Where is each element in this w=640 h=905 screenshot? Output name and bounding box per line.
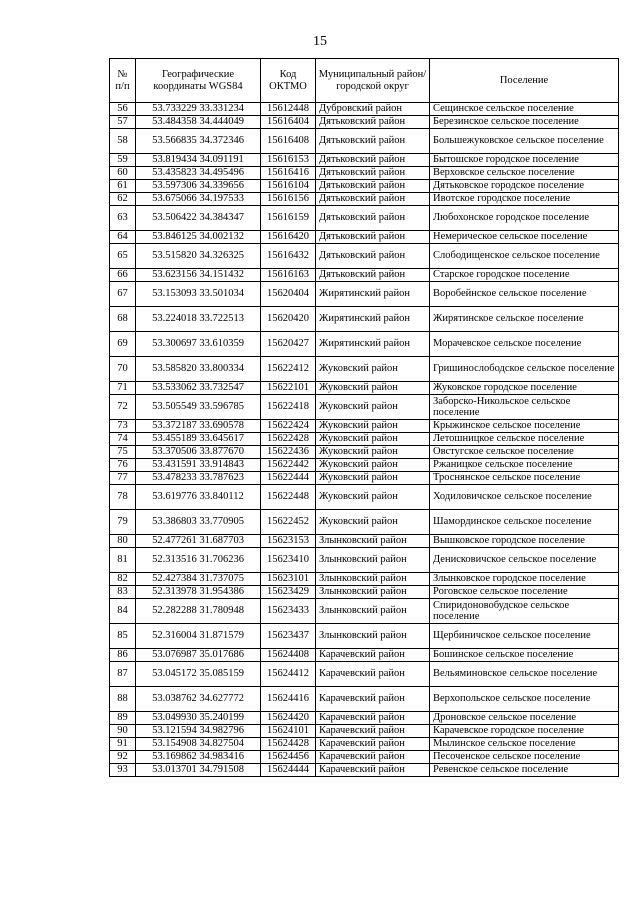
table-row — [110, 167, 619, 180]
cell-district: Дятьковский район — [316, 180, 430, 193]
cell-settlement: Бошинское сельское поселение — [430, 649, 619, 662]
cell-district: Дятьковский район — [316, 154, 430, 167]
cell-num: 58 — [110, 129, 136, 154]
table-row — [110, 472, 619, 485]
table-row — [110, 586, 619, 599]
table-row — [110, 382, 619, 395]
cell-num: 72 — [110, 395, 136, 420]
cell-num: 56 — [110, 103, 136, 116]
cell-num: 69 — [110, 332, 136, 357]
table-row — [110, 180, 619, 193]
table-row — [110, 206, 619, 231]
cell-num: 67 — [110, 282, 136, 307]
cell-settlement: Вельяминовское сельское поселение — [430, 662, 619, 687]
cell-settlement: Ревенское сельское поселение — [430, 764, 619, 777]
cell-district: Жуковский район — [316, 446, 430, 459]
header-coords: Географические координаты WGS84 — [136, 59, 261, 103]
cell-district: Жирятинский район — [316, 307, 430, 332]
cell-coords: 53.224018 33.722513 — [136, 307, 261, 332]
cell-num: 76 — [110, 459, 136, 472]
cell-oktmo: 15616432 — [261, 244, 316, 269]
cell-coords: 53.515820 34.326325 — [136, 244, 261, 269]
cell-oktmo: 15623433 — [261, 599, 316, 624]
cell-oktmo: 15622101 — [261, 382, 316, 395]
table-row — [110, 193, 619, 206]
cell-district: Карачевский район — [316, 725, 430, 738]
cell-oktmo: 15616156 — [261, 193, 316, 206]
cell-num: 88 — [110, 687, 136, 712]
table-row — [110, 599, 619, 624]
cell-settlement: Ивотское городское поселение — [430, 193, 619, 206]
cell-oktmo: 15620404 — [261, 282, 316, 307]
table-row — [110, 662, 619, 687]
table-row — [110, 725, 619, 738]
cell-oktmo: 15624408 — [261, 649, 316, 662]
cell-oktmo: 15622448 — [261, 485, 316, 510]
cell-oktmo: 15616104 — [261, 180, 316, 193]
cell-coords: 53.846125 34.002132 — [136, 231, 261, 244]
cell-district: Жуковский район — [316, 357, 430, 382]
cell-coords: 53.484358 34.444049 — [136, 116, 261, 129]
cell-oktmo: 15622418 — [261, 395, 316, 420]
cell-oktmo: 15616163 — [261, 269, 316, 282]
cell-oktmo: 15616408 — [261, 129, 316, 154]
table-row — [110, 269, 619, 282]
cell-settlement: Слободищенское сельское поселение — [430, 244, 619, 269]
table-row — [110, 282, 619, 307]
cell-district: Злынковский район — [316, 573, 430, 586]
cell-coords: 52.313516 31.706236 — [136, 548, 261, 573]
cell-settlement: Березинское сельское поселение — [430, 116, 619, 129]
header-code: Код ОКТМО — [261, 59, 316, 103]
table-row — [110, 459, 619, 472]
cell-num: 81 — [110, 548, 136, 573]
cell-district: Карачевский район — [316, 662, 430, 687]
cell-coords: 53.455189 33.645617 — [136, 433, 261, 446]
cell-coords: 53.533062 33.732547 — [136, 382, 261, 395]
cell-district: Злынковский район — [316, 599, 430, 624]
cell-settlement: Денисковичское сельское поселение — [430, 548, 619, 573]
cell-coords: 53.045172 35.085159 — [136, 662, 261, 687]
cell-district: Дятьковский район — [316, 167, 430, 180]
cell-coords: 53.733229 33.331234 — [136, 103, 261, 116]
cell-oktmo: 15622442 — [261, 459, 316, 472]
cell-settlement: Ржаницкое сельское поселение — [430, 459, 619, 472]
cell-settlement: Морачевское сельское поселение — [430, 332, 619, 357]
cell-coords: 53.154908 34.827504 — [136, 738, 261, 751]
cell-oktmo: 15624420 — [261, 712, 316, 725]
cell-oktmo: 15624456 — [261, 751, 316, 764]
cell-num: 78 — [110, 485, 136, 510]
cell-num: 65 — [110, 244, 136, 269]
cell-settlement: Шамординское сельское поселение — [430, 510, 619, 535]
cell-num: 68 — [110, 307, 136, 332]
table-row — [110, 103, 619, 116]
table-row — [110, 751, 619, 764]
cell-district: Дятьковский район — [316, 269, 430, 282]
cell-settlement: Щербиничское сельское поселение — [430, 624, 619, 649]
cell-coords: 53.431591 33.914843 — [136, 459, 261, 472]
table-row — [110, 738, 619, 751]
cell-coords: 53.623156 34.151432 — [136, 269, 261, 282]
cell-oktmo: 15623101 — [261, 573, 316, 586]
cell-oktmo: 15624444 — [261, 764, 316, 777]
cell-settlement: Сещинское сельское поселение — [430, 103, 619, 116]
cell-oktmo: 15616416 — [261, 167, 316, 180]
table-row — [110, 129, 619, 154]
cell-coords: 53.013701 34.791508 — [136, 764, 261, 777]
table-row — [110, 535, 619, 548]
cell-coords: 53.370506 33.877670 — [136, 446, 261, 459]
cell-num: 84 — [110, 599, 136, 624]
cell-coords: 52.282288 31.780948 — [136, 599, 261, 624]
cell-settlement: Заборско-Никольское сельское поселение — [430, 395, 619, 420]
page-number: 15 — [313, 34, 327, 49]
cell-oktmo: 15622444 — [261, 472, 316, 485]
cell-district: Карачевский район — [316, 649, 430, 662]
cell-settlement: Злынковское городское поселение — [430, 573, 619, 586]
table-row — [110, 485, 619, 510]
cell-district: Дятьковский район — [316, 193, 430, 206]
table-row — [110, 548, 619, 573]
cell-num: 59 — [110, 154, 136, 167]
cell-oktmo: 15620427 — [261, 332, 316, 357]
header-settlement: Поселение — [430, 59, 619, 103]
cell-oktmo: 15622436 — [261, 446, 316, 459]
cell-settlement: Старское городское поселение — [430, 269, 619, 282]
cell-oktmo: 15623437 — [261, 624, 316, 649]
cell-coords: 53.506422 34.384347 — [136, 206, 261, 231]
cell-coords: 53.049930 35.240199 — [136, 712, 261, 725]
cell-district: Карачевский район — [316, 764, 430, 777]
cell-district: Жирятинский район — [316, 282, 430, 307]
cell-settlement: Большежуковское сельское поселение — [430, 129, 619, 154]
table-row — [110, 687, 619, 712]
table-body — [110, 103, 619, 777]
cell-settlement: Бытошское городское поселение — [430, 154, 619, 167]
cell-num: 80 — [110, 535, 136, 548]
cell-num: 82 — [110, 573, 136, 586]
cell-num: 86 — [110, 649, 136, 662]
cell-district: Карачевский район — [316, 687, 430, 712]
cell-oktmo: 15623153 — [261, 535, 316, 548]
table-row — [110, 764, 619, 777]
cell-district: Дубровский район — [316, 103, 430, 116]
cell-oktmo: 15624428 — [261, 738, 316, 751]
cell-coords: 52.316004 31.871579 — [136, 624, 261, 649]
cell-district: Карачевский район — [316, 751, 430, 764]
cell-oktmo: 15622452 — [261, 510, 316, 535]
cell-settlement: Любохонское городское поселение — [430, 206, 619, 231]
cell-num: 87 — [110, 662, 136, 687]
cell-num: 60 — [110, 167, 136, 180]
cell-settlement: Песоченское сельское поселение — [430, 751, 619, 764]
cell-settlement: Вышковское городское поселение — [430, 535, 619, 548]
cell-district: Злынковский район — [316, 548, 430, 573]
cell-num: 91 — [110, 738, 136, 751]
cell-settlement: Летошницкое сельское поселение — [430, 433, 619, 446]
header-num: № п/п — [110, 59, 136, 103]
cell-num: 77 — [110, 472, 136, 485]
cell-coords: 53.121594 34.982796 — [136, 725, 261, 738]
cell-coords: 53.619776 33.840112 — [136, 485, 261, 510]
cell-district: Карачевский район — [316, 712, 430, 725]
cell-oktmo: 15622424 — [261, 420, 316, 433]
cell-district: Дятьковский район — [316, 206, 430, 231]
cell-district: Жуковский район — [316, 433, 430, 446]
cell-district: Жуковский район — [316, 382, 430, 395]
cell-oktmo: 15616404 — [261, 116, 316, 129]
cell-district: Жуковский район — [316, 395, 430, 420]
cell-settlement: Роговское сельское поселение — [430, 586, 619, 599]
cell-num: 64 — [110, 231, 136, 244]
cell-num: 79 — [110, 510, 136, 535]
cell-settlement: Спиридоновобудское сельское поселение — [430, 599, 619, 624]
cell-settlement: Воробейнское сельское поселение — [430, 282, 619, 307]
cell-num: 92 — [110, 751, 136, 764]
cell-oktmo: 15616420 — [261, 231, 316, 244]
cell-settlement: Дятьковское городское поселение — [430, 180, 619, 193]
cell-district: Жуковский район — [316, 510, 430, 535]
cell-num: 57 — [110, 116, 136, 129]
table-row — [110, 420, 619, 433]
cell-settlement: Мылинское сельское поселение — [430, 738, 619, 751]
cell-coords: 53.372187 33.690578 — [136, 420, 261, 433]
table-header-row — [110, 59, 619, 103]
table-row — [110, 624, 619, 649]
cell-coords: 53.819434 34.091191 — [136, 154, 261, 167]
cell-num: 74 — [110, 433, 136, 446]
cell-settlement: Крыжинское сельское поселение — [430, 420, 619, 433]
cell-oktmo: 15623410 — [261, 548, 316, 573]
cell-coords: 52.313978 31.954386 — [136, 586, 261, 599]
cell-num: 89 — [110, 712, 136, 725]
cell-num: 85 — [110, 624, 136, 649]
cell-coords: 53.505549 33.596785 — [136, 395, 261, 420]
cell-coords: 53.169862 34.983416 — [136, 751, 261, 764]
cell-settlement: Гришинослободское сельское поселение — [430, 357, 619, 382]
table-row — [110, 244, 619, 269]
cell-settlement: Немерическое сельское поселение — [430, 231, 619, 244]
cell-oktmo: 15624412 — [261, 662, 316, 687]
cell-district: Жуковский район — [316, 459, 430, 472]
cell-coords: 53.478233 33.787623 — [136, 472, 261, 485]
cell-district: Жирятинский район — [316, 332, 430, 357]
cell-num: 90 — [110, 725, 136, 738]
cell-district: Дятьковский район — [316, 129, 430, 154]
cell-oktmo: 15623429 — [261, 586, 316, 599]
cell-settlement: Жуковское городское поселение — [430, 382, 619, 395]
cell-district: Дятьковский район — [316, 244, 430, 269]
cell-num: 66 — [110, 269, 136, 282]
cell-oktmo: 15622428 — [261, 433, 316, 446]
cell-num: 61 — [110, 180, 136, 193]
cell-coords: 53.435823 34.495496 — [136, 167, 261, 180]
table-row — [110, 649, 619, 662]
cell-settlement: Карачевское городское поселение — [430, 725, 619, 738]
cell-settlement: Овстугское сельское поселение — [430, 446, 619, 459]
cell-coords: 53.566835 34.372346 — [136, 129, 261, 154]
cell-num: 75 — [110, 446, 136, 459]
cell-district: Злынковский район — [316, 535, 430, 548]
cell-settlement: Верхопольское сельское поселение — [430, 687, 619, 712]
table-row — [110, 307, 619, 332]
cell-oktmo: 15616153 — [261, 154, 316, 167]
cell-district: Злынковский район — [316, 586, 430, 599]
table-row — [110, 573, 619, 586]
cell-oktmo: 15620420 — [261, 307, 316, 332]
cell-oktmo: 15612448 — [261, 103, 316, 116]
cell-coords: 53.153093 33.501034 — [136, 282, 261, 307]
cell-coords: 52.427384 31.737075 — [136, 573, 261, 586]
cell-oktmo: 15624101 — [261, 725, 316, 738]
cell-num: 83 — [110, 586, 136, 599]
settlements-table — [109, 58, 619, 777]
cell-district: Дятьковский район — [316, 231, 430, 244]
table-row — [110, 116, 619, 129]
cell-coords: 53.597306 34.339656 — [136, 180, 261, 193]
cell-coords: 53.300697 33.610359 — [136, 332, 261, 357]
cell-coords: 53.386803 33.770905 — [136, 510, 261, 535]
cell-district: Дятьковский район — [316, 116, 430, 129]
cell-num: 71 — [110, 382, 136, 395]
cell-oktmo: 15624416 — [261, 687, 316, 712]
cell-num: 62 — [110, 193, 136, 206]
cell-num: 63 — [110, 206, 136, 231]
cell-settlement: Верховское сельское поселение — [430, 167, 619, 180]
table-row — [110, 433, 619, 446]
cell-coords: 52.477261 31.687703 — [136, 535, 261, 548]
cell-settlement: Дроновское сельское поселение — [430, 712, 619, 725]
cell-oktmo: 15622412 — [261, 357, 316, 382]
table-row — [110, 357, 619, 382]
cell-oktmo: 15616159 — [261, 206, 316, 231]
table-row — [110, 231, 619, 244]
cell-district: Жуковский район — [316, 420, 430, 433]
cell-settlement: Ходиловичское сельское поселение — [430, 485, 619, 510]
header-district: Муниципальный район/городской округ — [316, 59, 430, 103]
table-row — [110, 154, 619, 167]
cell-settlement: Жирятинское сельское поселение — [430, 307, 619, 332]
cell-settlement: Троснянское сельское поселение — [430, 472, 619, 485]
cell-district: Жуковский район — [316, 485, 430, 510]
table-row — [110, 446, 619, 459]
cell-coords: 53.076987 35.017686 — [136, 649, 261, 662]
table-row — [110, 712, 619, 725]
cell-coords: 53.675066 34.197533 — [136, 193, 261, 206]
table-row — [110, 395, 619, 420]
table-row — [110, 332, 619, 357]
cell-num: 73 — [110, 420, 136, 433]
cell-coords: 53.038762 34.627772 — [136, 687, 261, 712]
cell-num: 70 — [110, 357, 136, 382]
cell-num: 93 — [110, 764, 136, 777]
cell-district: Жуковский район — [316, 472, 430, 485]
cell-district: Злынковский район — [316, 624, 430, 649]
cell-coords: 53.585820 33.800334 — [136, 357, 261, 382]
cell-district: Карачевский район — [316, 738, 430, 751]
table-row — [110, 510, 619, 535]
